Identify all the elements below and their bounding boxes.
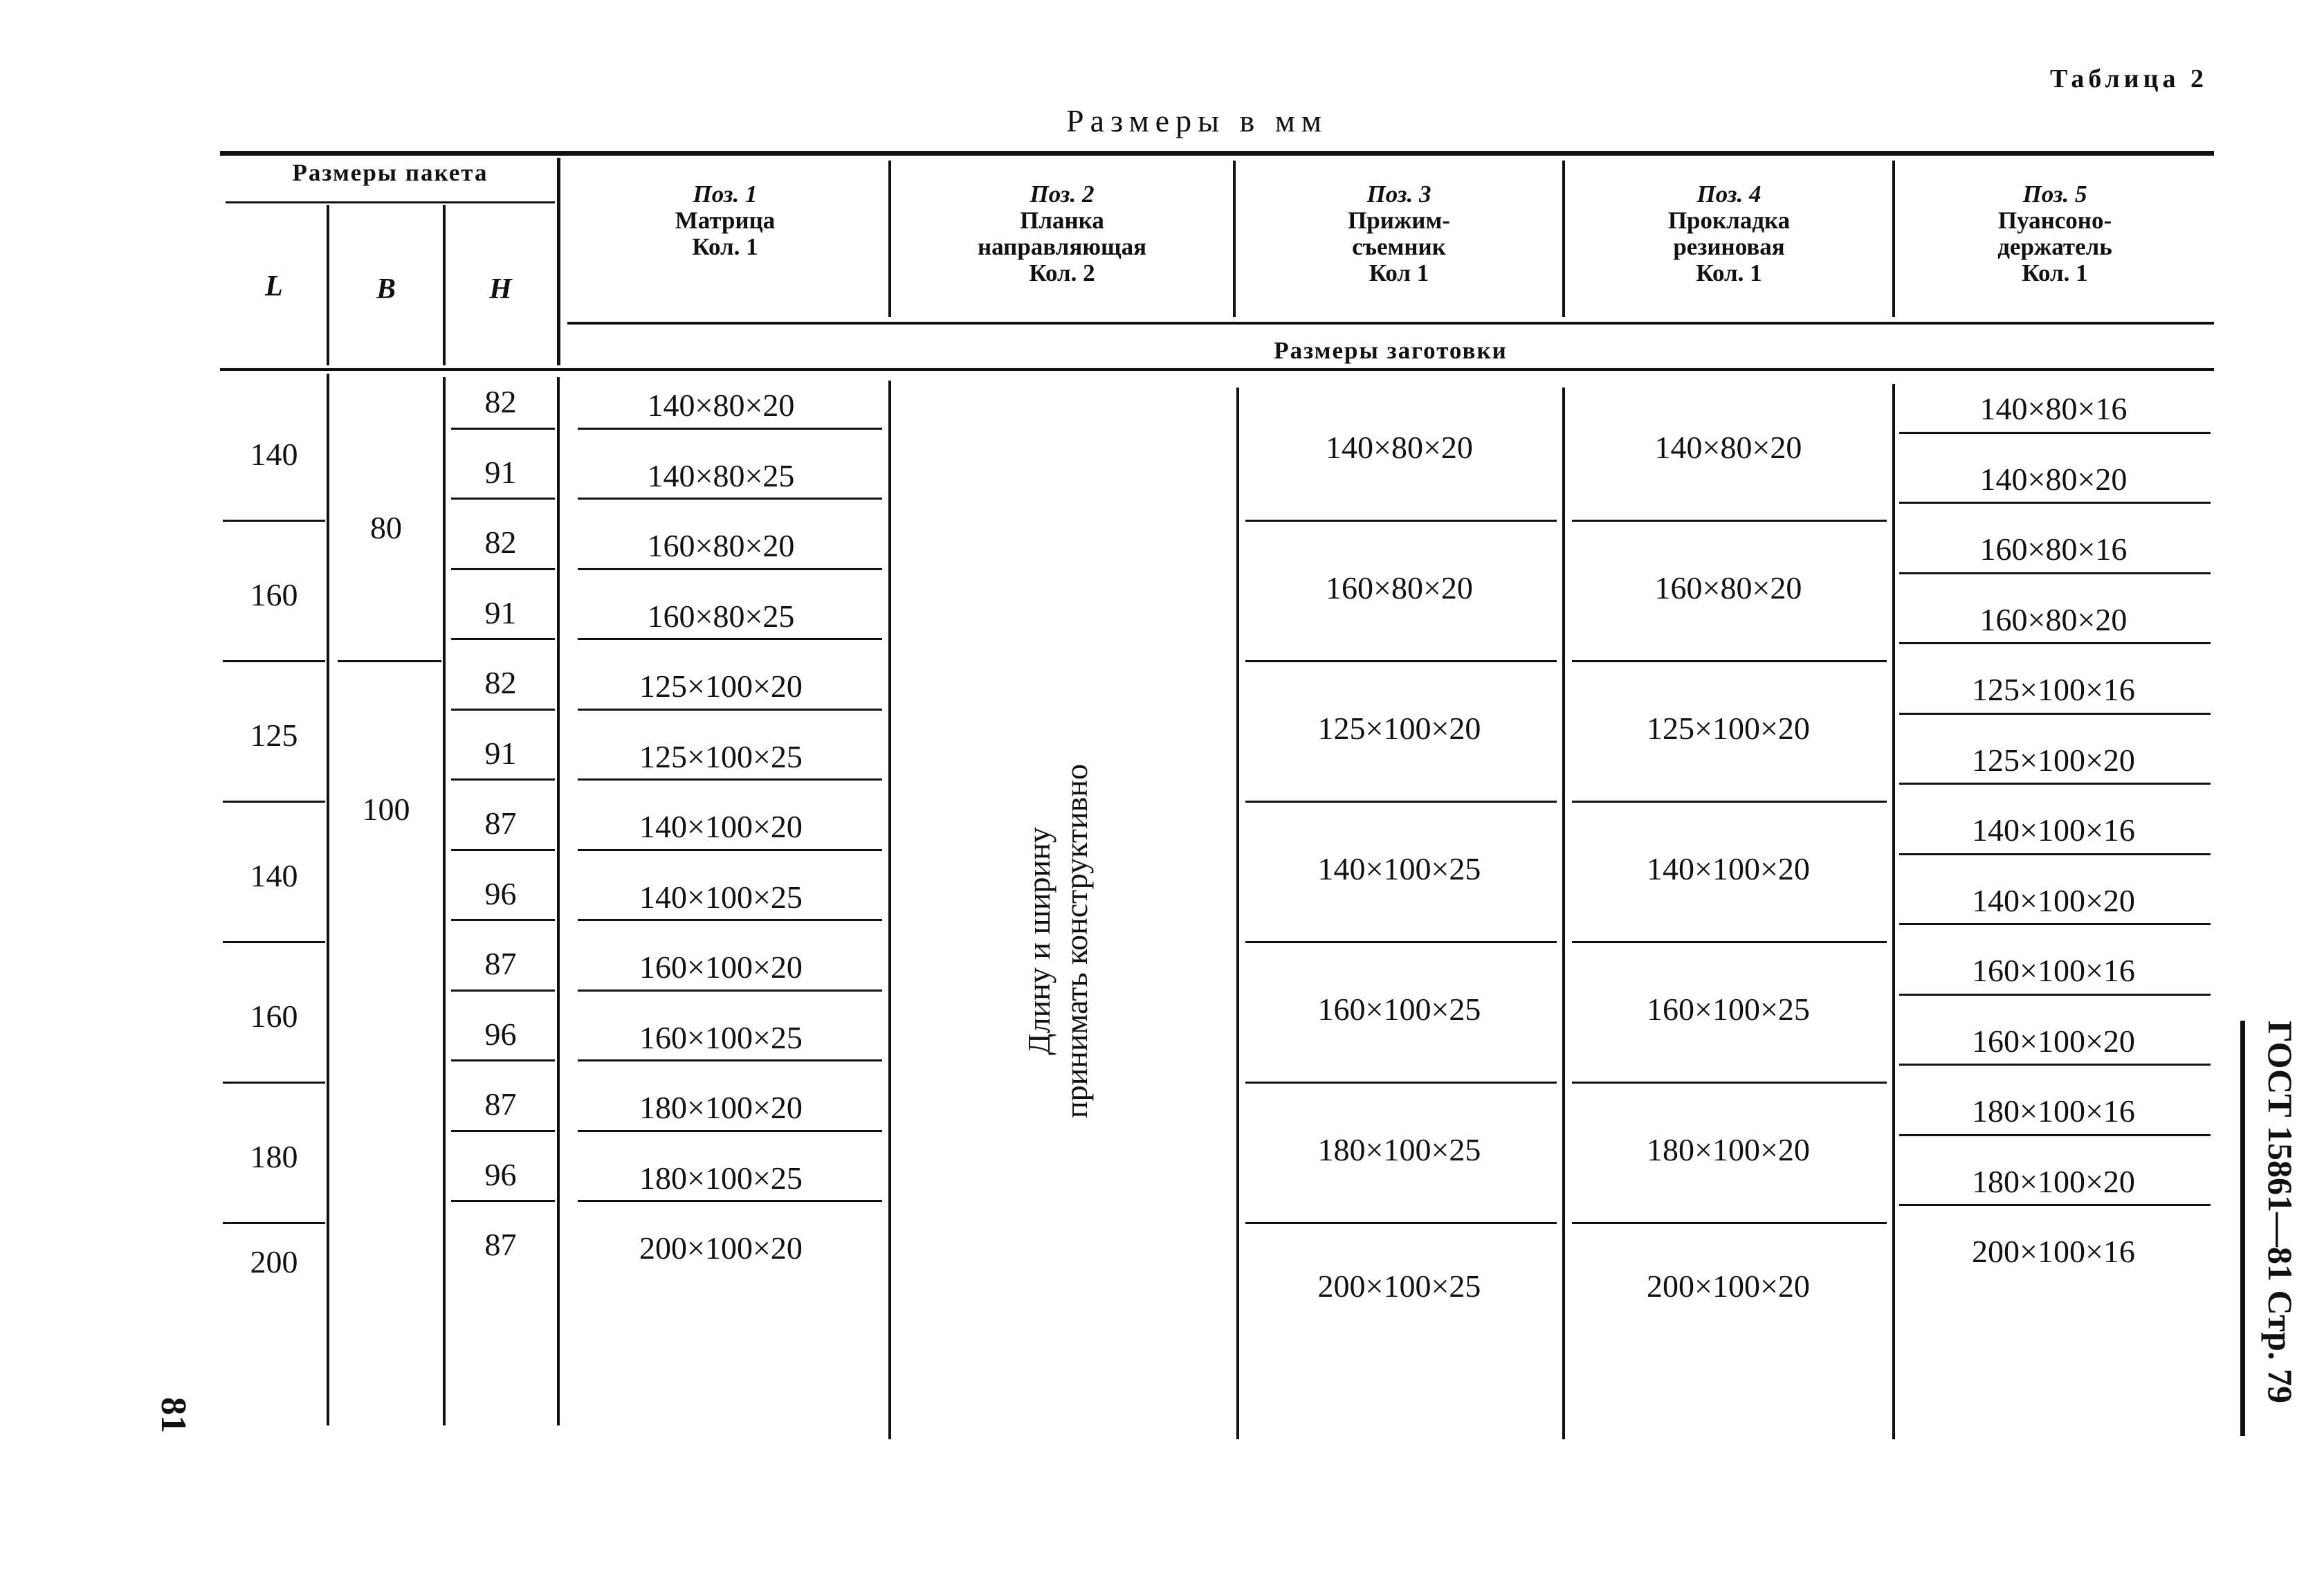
body-divider xyxy=(557,377,560,1425)
side-rule xyxy=(2240,1021,2245,1436)
header-divider xyxy=(1892,161,1895,317)
h-value: 96 xyxy=(484,1156,517,1192)
header-divider xyxy=(327,205,329,365)
pos5-value: 180×100×20 xyxy=(1972,1163,2135,1199)
pos4-value: 180×100×20 xyxy=(1647,1132,1810,1167)
pos1-value: 160×100×25 xyxy=(639,1019,803,1055)
pos5-value: 140×80×16 xyxy=(1979,391,2128,426)
pos5-value: 160×100×20 xyxy=(1972,1023,2135,1059)
header-divider xyxy=(1562,161,1565,317)
pos3-value: 180×100×25 xyxy=(1317,1132,1481,1167)
pos1-value: 140×100×20 xyxy=(639,809,803,844)
pos4-header xyxy=(1566,181,1892,286)
pos3-row-line xyxy=(1245,941,1557,943)
body-divider xyxy=(443,377,446,1425)
pos4-value: 140×80×20 xyxy=(1654,430,1802,465)
pos5-number: Поз. 5 xyxy=(2022,181,2087,208)
pos3-row-line xyxy=(1245,1222,1557,1224)
pos2-header xyxy=(893,181,1232,286)
pos1-value: 125×100×25 xyxy=(639,738,803,774)
pos1-value: 200×100×20 xyxy=(639,1230,803,1266)
pos5-name-line2: держатель xyxy=(1997,233,2112,260)
pos3-name-line2: съемник xyxy=(1352,233,1446,260)
group-rule xyxy=(226,201,555,203)
body-divider xyxy=(1562,388,1565,1439)
pos1-value: 160×80×20 xyxy=(647,528,795,563)
pos5-qty: Кол. 1 xyxy=(2022,259,2088,286)
page-number: 81 xyxy=(154,1397,193,1433)
pos1-value: 160×80×25 xyxy=(647,598,795,634)
pos4-number: Поз. 4 xyxy=(1696,181,1762,208)
l-value: 160 xyxy=(250,999,298,1034)
pos1-number: Поз. 1 xyxy=(693,181,758,208)
pos3-number: Поз. 3 xyxy=(1366,181,1431,208)
l-value: 140 xyxy=(250,858,298,893)
pos5-value: 160×100×16 xyxy=(1972,953,2135,988)
l-value: 180 xyxy=(250,1139,298,1174)
h-value: 96 xyxy=(484,875,517,911)
pos1-name: Матрица xyxy=(675,207,776,234)
header-divider xyxy=(888,161,891,317)
h-value: 87 xyxy=(484,1227,517,1262)
pos1-header xyxy=(563,181,887,260)
h-value: 87 xyxy=(484,1086,517,1122)
pos5-value: 140×100×16 xyxy=(1972,812,2135,848)
pos3-row-line xyxy=(1245,1082,1557,1084)
pos4-row-line xyxy=(1572,801,1887,803)
pos2-note-line2: принимать конструктивно xyxy=(1059,764,1094,1118)
units-caption: Размеры в мм xyxy=(1066,103,1328,138)
pos4-row-line xyxy=(1572,660,1887,662)
pos4-value: 125×100×20 xyxy=(1647,711,1810,746)
pos2-name-line1: Планка xyxy=(1020,207,1104,234)
pos5-name-line1: Пуансоно- xyxy=(1997,207,2112,234)
h-value: 87 xyxy=(484,946,517,981)
pos4-row-line xyxy=(1572,520,1887,522)
pos5-value: 160×80×20 xyxy=(1979,601,2128,637)
pos4-name-line1: Прокладка xyxy=(1667,207,1791,234)
side-gost-label: ГОСТ 15861—81 Стр. 79 xyxy=(2261,1021,2300,1403)
pos4-row-line xyxy=(1572,1082,1887,1084)
pos5-value: 140×80×20 xyxy=(1979,461,2128,497)
pos2-note-line1: Длину и ширину xyxy=(1021,827,1056,1055)
pos3-name-line1: Прижим- xyxy=(1348,207,1450,234)
l-value: 200 xyxy=(250,1244,298,1279)
h-value: 82 xyxy=(484,384,517,419)
pos3-value: 125×100×20 xyxy=(1317,711,1481,746)
pos2-number: Поз. 2 xyxy=(1030,181,1095,208)
package-size-header: Размеры пакета xyxy=(292,159,488,186)
pos4-qty: Кол. 1 xyxy=(1696,259,1762,286)
pos3-qty: Кол 1 xyxy=(1369,259,1429,286)
pos1-value: 125×100×20 xyxy=(639,668,803,704)
h-value: 82 xyxy=(484,525,517,560)
b-value: 100 xyxy=(362,791,410,827)
pos3-value: 140×80×20 xyxy=(1326,430,1473,465)
header-divider xyxy=(1233,161,1236,317)
pos4-value: 160×80×20 xyxy=(1654,570,1802,605)
top-rule xyxy=(220,151,2214,156)
b-value: 80 xyxy=(370,510,402,545)
pos1-value: 140×100×25 xyxy=(639,879,803,915)
pos-header-rule xyxy=(567,322,2214,325)
pos5-value: 200×100×16 xyxy=(1972,1234,2135,1269)
body-divider xyxy=(1892,384,1895,1439)
pos4-value: 160×100×25 xyxy=(1647,992,1810,1027)
pos4-row-line xyxy=(1572,941,1887,943)
pos3-header xyxy=(1237,181,1561,286)
h-value: 91 xyxy=(484,454,517,490)
pos1-value: 160×100×20 xyxy=(639,949,803,985)
pos1-value: 140×80×25 xyxy=(647,457,795,493)
l-value: 140 xyxy=(250,437,298,472)
body-divider xyxy=(327,374,329,1425)
header-divider xyxy=(443,205,446,365)
pos5-header xyxy=(1896,181,2214,286)
pos2-qty: Кол. 2 xyxy=(1029,259,1095,286)
pos3-value: 160×100×25 xyxy=(1317,992,1481,1027)
col-h-header: H xyxy=(489,273,512,305)
pos3-row-line xyxy=(1245,660,1557,662)
blanks-size-header: Размеры заготовки xyxy=(1274,337,1508,364)
pos4-row-line xyxy=(1572,1222,1887,1224)
body-divider xyxy=(1236,388,1239,1439)
body-divider xyxy=(888,381,891,1439)
pos3-row-line xyxy=(1245,801,1557,803)
pos2-note xyxy=(1021,733,1104,1149)
pos3-row-line xyxy=(1245,520,1557,522)
header-divider xyxy=(557,158,560,365)
h-value: 96 xyxy=(484,1016,517,1052)
pos3-value: 140×100×25 xyxy=(1317,851,1481,886)
pos3-value: 200×100×25 xyxy=(1317,1268,1481,1304)
h-value: 82 xyxy=(484,665,517,700)
pos5-value: 140×100×20 xyxy=(1972,882,2135,918)
pos1-qty: Кол. 1 xyxy=(692,233,758,260)
pos4-name-line2: резиновая xyxy=(1673,233,1785,260)
col-b-header: B xyxy=(376,273,396,305)
pos1-value: 180×100×25 xyxy=(639,1160,803,1196)
l-value: 160 xyxy=(250,577,298,612)
pos2-name-line2: направляющая xyxy=(977,233,1147,260)
pos5-value: 125×100×16 xyxy=(1972,672,2135,707)
pos3-value: 160×80×20 xyxy=(1326,570,1473,605)
pos5-value: 125×100×20 xyxy=(1972,742,2135,778)
h-value: 91 xyxy=(484,735,517,771)
pos1-value: 180×100×20 xyxy=(639,1090,803,1125)
col-l-header: L xyxy=(265,271,283,302)
l-value: 125 xyxy=(250,718,298,753)
h-value: 91 xyxy=(484,594,517,630)
pos4-value: 140×100×20 xyxy=(1647,851,1810,886)
pos5-value: 160×80×16 xyxy=(1979,531,2128,567)
pos1-value: 140×80×20 xyxy=(647,388,795,423)
h-value: 87 xyxy=(484,805,517,841)
pos4-value: 200×100×20 xyxy=(1647,1268,1810,1304)
table-number: Таблица 2 xyxy=(2049,64,2208,93)
pos5-value: 180×100×16 xyxy=(1972,1093,2135,1129)
